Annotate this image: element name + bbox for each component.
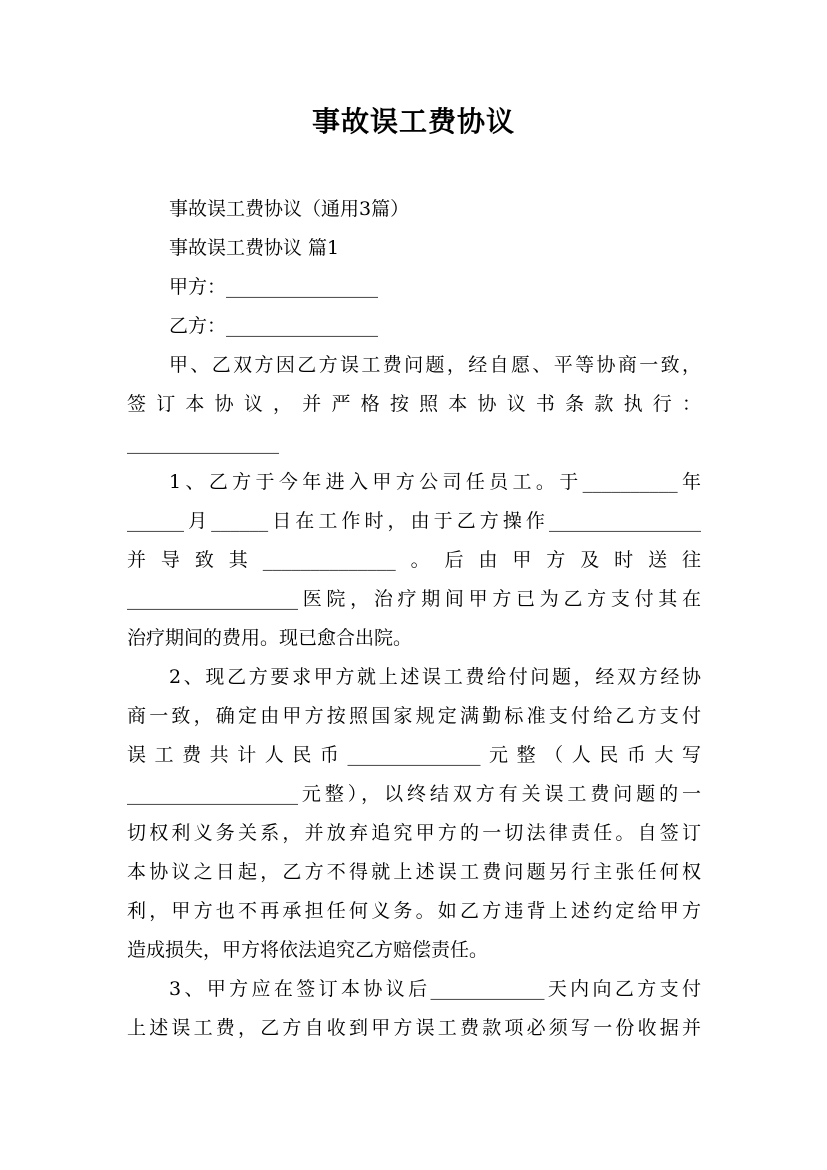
clause-1-line: 并导致其______________。后由甲方及时送往 (127, 549, 701, 571)
intro-paragraph-line: 甲、乙双方因乙方误工费问题，经自愿、平等协商一致， (169, 354, 701, 376)
party-b-line: 乙方：________________ (169, 315, 379, 337)
clause-1-line: 1、乙方于今年进入甲方公司任员工。于__________年 (169, 471, 701, 493)
clause-2-line: 误工费共计人民币______________元整（人民币大写 (127, 744, 701, 766)
clause-3-line: 3、甲方应在签订本协议后____________天内向乙方支付 (169, 978, 701, 1000)
clause-2-line: __________________元整），以终结双方有关误工费问题的一 (127, 783, 701, 805)
clause-1-line: __________________医院，治疗期间甲方已为乙方支付其在 (127, 588, 701, 610)
subtitle-line: 事故误工费协议（通用3篇） (169, 198, 410, 220)
clause-2-line: 利，甲方也不再承担任何义务。如乙方违背上述约定给甲方 (127, 900, 701, 922)
clause-2-line: 本协议之日起，乙方不得就上述误工费问题另行主张任何权 (127, 861, 701, 883)
intro-paragraph-line: ________________ (127, 432, 279, 454)
party-a-line: 甲方：________________ (169, 276, 379, 298)
document-body (127, 190, 701, 1048)
clause-2-line: 造成损失，甲方将依法追究乙方赔偿责任。 (127, 939, 489, 961)
clause-2-line: 商一致，确定由甲方按照国家规定满勤标准支付给乙方支付 (127, 705, 701, 727)
clause-2-line: 切权利义务关系，并放弃追究甲方的一切法律责任。自签订 (127, 822, 701, 844)
intro-paragraph-line: 签订本协议，并严格按照本协议书条款执行： (127, 393, 701, 415)
document-title: 事故误工费协议 (311, 105, 515, 138)
clause-1-line: 治疗期间的费用。现已愈合出院。 (127, 627, 413, 649)
clause-3-line: 上述误工费，乙方自收到甲方误工费款项必须写一份收据并 (127, 1017, 701, 1039)
clause-2-line: 2、现乙方要求甲方就上述误工费给付问题，经双方经协 (169, 666, 701, 688)
section-heading: 事故误工费协议 篇1 (169, 237, 340, 259)
clause-1-line: ______月______日在工作时，由于乙方操作________________ (127, 510, 701, 532)
